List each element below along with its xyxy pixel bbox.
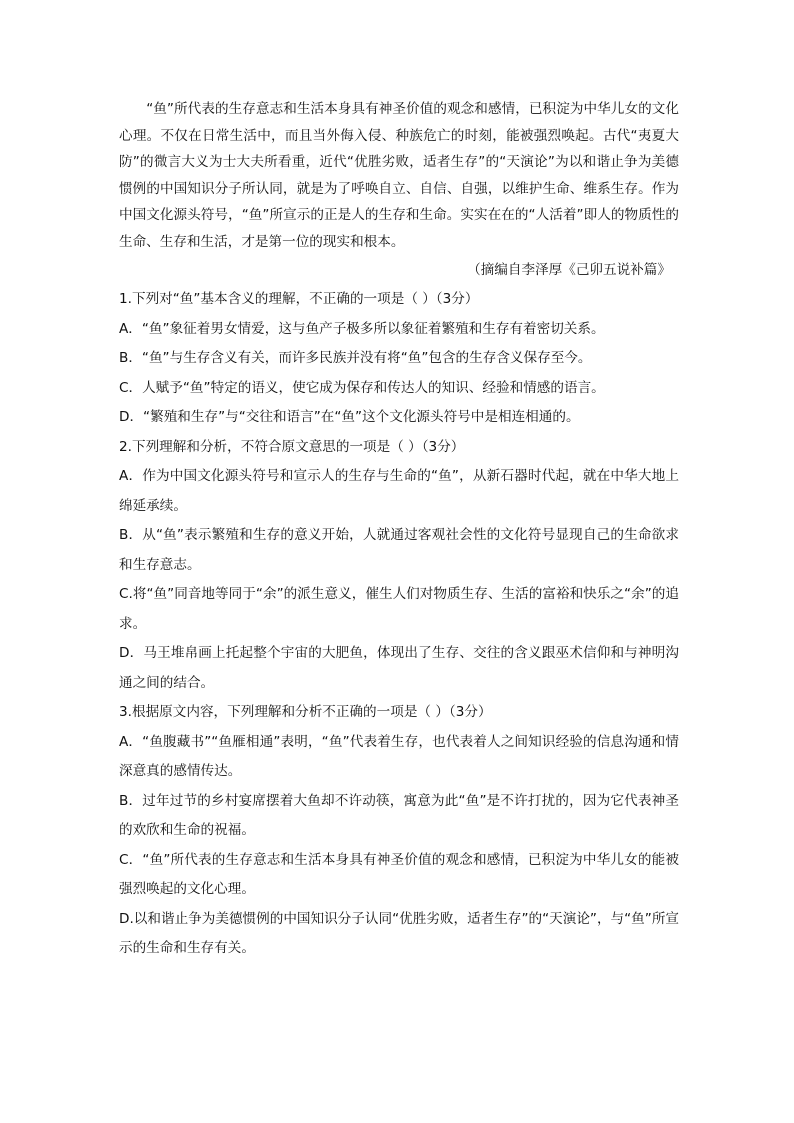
question-2	[119, 433, 679, 699]
question-stem: 2.下列理解和分析，不符合原文意思的一项是（ ）（3分）	[119, 438, 465, 455]
option-d: D．“繁殖和生存”与“交往和语言”在“鱼”这个文化源头符号中是相连相通的。	[119, 409, 580, 425]
passage-paragraph: “鱼”所代表的生存意志和生活本身具有神圣价值的观念和感情，已积淀为中华儿女的文化心理。不仅在日常生活中，而且当外侮入侵、种族危亡的时刻，能被强烈唤起。古代“夷夏大防”的微言大义为士大夫所看重，近代“优胜劣败，适者生存”的“天演论”为以和谐止争为美德惯例的中国知识分子所认同，就是为了呼唤自立、自信、自强，以维护生命、维系生存。作为中国文化源头符号，“鱼”所宣示的正是人的生存和生命。实实在在的“人活着”即人的物质性的生命、生存和生活，才是第一位的现实和根本。	[119, 101, 679, 250]
option-d: D.以和谐止争为美德惯例的中国知识分子认同“优胜劣败，适者生存”的“天演论”，与“鱼”所宣示的生命和生存有关。	[119, 910, 680, 956]
option-b: B．过年过节的乡村宴席摆着大鱼却不许动筷，寓意为此“鱼”是不许打扰的，因为它代表神圣的欢欣和生命的祝福。	[119, 792, 679, 838]
passage-source: （摘编自李泽厚《己卯五说补篇》	[467, 262, 671, 278]
option-a: A．“鱼腹藏书”“鱼雁相通”表明，“鱼”代表着生存，也代表着人之间知识经验的信息沟通和情深意真的感情传达。	[119, 733, 679, 779]
option-a: A．作为中国文化源头符号和宣示人的生存与生命的“鱼”，从新石器时代起，就在中华大地上绵延承续。	[119, 468, 679, 514]
option-b: B．从“鱼”表示繁殖和生存的意义开始，人就通过客观社会性的文化符号显现自己的生命欲求和生存意志。	[119, 527, 679, 573]
question-3	[119, 698, 679, 964]
option-c: C．“鱼”所代表的生存意志和生活本身具有神圣价值的观念和感情，已积淀为中华儿女的能被强烈唤起的文化心理。	[119, 851, 679, 897]
option-b: B．“鱼”与生存含义有关，而许多民族并没有将“鱼”包含的生存含义保存至今。	[119, 350, 592, 366]
option-c: C．人赋予“鱼”特定的语义，使它成为保存和传达人的知识、经验和情感的语言。	[119, 379, 605, 396]
option-c: C.将“鱼”同音地等同于“余”的派生意义，催生人们对物质生存、生活的富裕和快乐之“余”的追求。	[119, 586, 679, 632]
question-stem: 1.下列对“鱼”基本含义的理解，不正确的一项是（ ）（3分）	[119, 291, 479, 307]
document-page	[119, 96, 679, 964]
question-1	[119, 285, 679, 433]
option-d: D．马王堆帛画上托起整个宇宙的大肥鱼，体现出了生存、交往的含义跟巫术信仰和与神明沟通之间的结合。	[119, 645, 679, 691]
option-a: A．“鱼”象征着男女情爱，这与鱼产子极多所以象征着繁殖和生存有着密切关系。	[119, 320, 605, 337]
question-stem: 3.根据原文内容，下列理解和分析不正确的一项是（ ）（3分）	[119, 704, 492, 720]
